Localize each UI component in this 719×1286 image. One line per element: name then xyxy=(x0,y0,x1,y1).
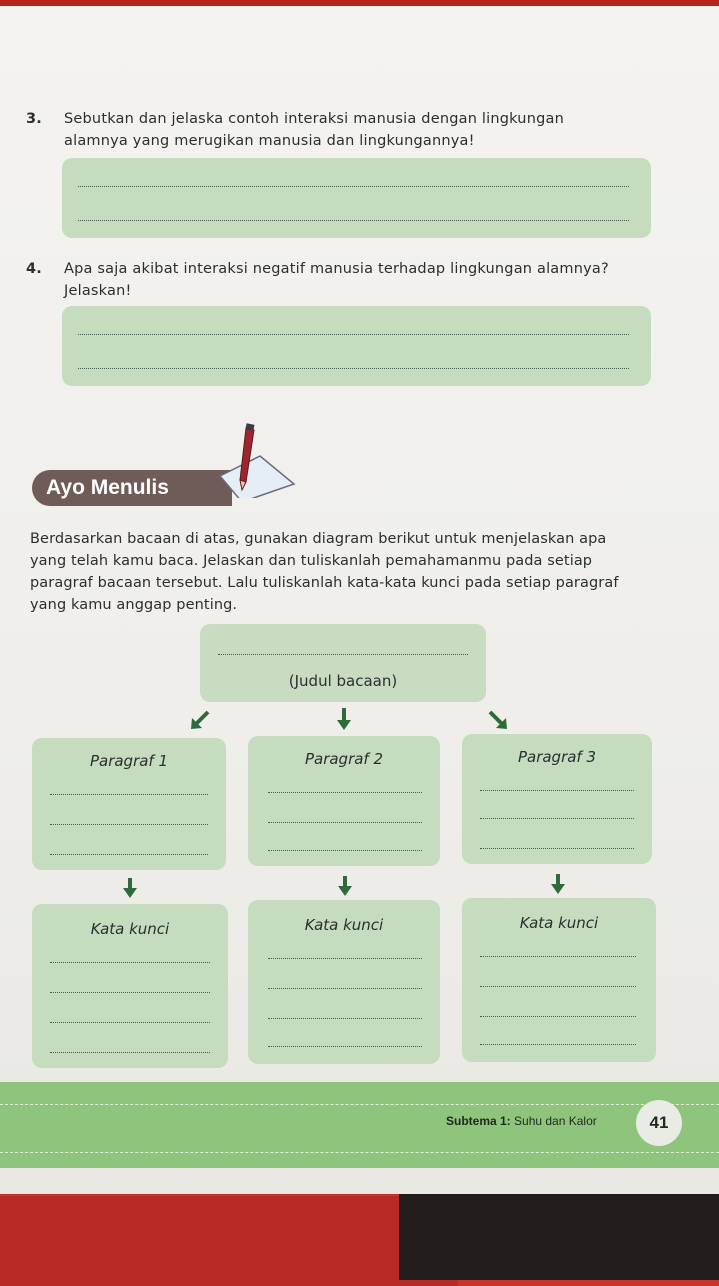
answer-line[interactable] xyxy=(480,1016,636,1017)
section-title: Ayo Menulis xyxy=(32,470,232,506)
answer-line[interactable] xyxy=(268,822,422,823)
instruction-line: Berdasarkan bacaan di atas, gunakan diagram berikut untuk menjelaskan apa xyxy=(30,531,607,547)
keyword-label: Kata kunci xyxy=(90,920,170,938)
question-line: alamnya yang merugikan manusia dan lingkungannya! xyxy=(64,133,475,149)
footer-band xyxy=(0,1082,719,1168)
arrow-down-icon xyxy=(335,874,355,898)
answer-line[interactable] xyxy=(268,792,422,793)
answer-line[interactable] xyxy=(268,1046,422,1047)
answer-line[interactable] xyxy=(50,992,210,993)
answer-line[interactable] xyxy=(480,956,636,957)
question-line: Apa saja akibat interaksi negatif manusia terhadap lingkungan alamnya? xyxy=(64,261,609,277)
arrow-down-icon xyxy=(548,872,568,896)
paragraph-card-1[interactable] xyxy=(32,738,226,870)
answer-line[interactable] xyxy=(78,220,629,221)
question-4 xyxy=(26,258,706,304)
title-label: (Judul bacaan) xyxy=(288,672,398,690)
page-number: 41 xyxy=(636,1100,682,1146)
answer-line[interactable] xyxy=(50,962,210,963)
keyword-label: Kata kunci xyxy=(304,916,384,934)
answer-line[interactable] xyxy=(78,368,629,369)
footer-subtheme-text: Suhu dan Kalor xyxy=(510,1114,597,1128)
footer-dashed-line xyxy=(0,1104,719,1105)
answer-box-3[interactable] xyxy=(62,158,651,238)
paragraph-label: Paragraf 2 xyxy=(304,750,384,768)
title-box[interactable] xyxy=(200,624,486,702)
arrow-down-icon xyxy=(334,706,354,732)
paragraph-card-3[interactable] xyxy=(462,734,652,864)
answer-line[interactable] xyxy=(268,988,422,989)
pencil-paper-icon xyxy=(202,418,302,498)
keyword-card-1[interactable] xyxy=(32,904,228,1068)
question-line: Sebutkan dan jelaska contoh interaksi manusia dengan lingkungan xyxy=(64,111,564,127)
answer-line[interactable] xyxy=(480,848,634,849)
answer-line[interactable] xyxy=(268,958,422,959)
paragraph-label: Paragraf 3 xyxy=(517,748,597,766)
answer-line[interactable] xyxy=(480,790,634,791)
title-answer-line[interactable] xyxy=(218,654,468,655)
keyword-card-3[interactable] xyxy=(462,898,656,1062)
footer-subtheme xyxy=(446,1114,597,1128)
question-3 xyxy=(26,108,686,154)
arrow-down-icon xyxy=(120,876,140,900)
instruction-line: paragraf bacaan tersebut. Lalu tuliskanlah kata-kata kunci pada setiap paragraf xyxy=(30,575,619,591)
answer-line[interactable] xyxy=(268,850,422,851)
answer-line[interactable] xyxy=(50,1052,210,1053)
answer-line[interactable] xyxy=(50,824,208,825)
keyword-card-2[interactable] xyxy=(248,900,440,1064)
answer-line[interactable] xyxy=(480,986,636,987)
question-number: 4. xyxy=(26,261,42,277)
answer-line[interactable] xyxy=(78,186,629,187)
answer-line[interactable] xyxy=(480,818,634,819)
answer-box-4[interactable] xyxy=(62,306,651,386)
instruction-line: yang kamu anggap penting. xyxy=(30,597,238,613)
answer-line[interactable] xyxy=(50,1022,210,1023)
answer-line[interactable] xyxy=(268,1018,422,1019)
arrow-down-right-icon xyxy=(484,706,510,732)
question-number: 3. xyxy=(26,111,42,127)
footer-subtheme-bold: Subtema 1: xyxy=(446,1114,511,1128)
answer-line[interactable] xyxy=(50,854,208,855)
keyword-label: Kata kunci xyxy=(519,914,599,932)
answer-line[interactable] xyxy=(480,1044,636,1045)
question-line: Jelaskan! xyxy=(64,283,132,299)
answer-line[interactable] xyxy=(78,334,629,335)
instruction-paragraph xyxy=(30,528,660,616)
paragraph-card-2[interactable] xyxy=(248,736,440,866)
paragraph-label: Paragraf 1 xyxy=(89,752,169,770)
answer-line[interactable] xyxy=(50,794,208,795)
arrow-down-left-icon xyxy=(188,706,214,732)
instruction-line: yang telah kamu baca. Jelaskan dan tuliskanlah pemahamanmu pada setiap xyxy=(30,553,593,569)
background-dark-fabric xyxy=(399,1180,719,1280)
footer-dashed-line xyxy=(0,1152,719,1153)
